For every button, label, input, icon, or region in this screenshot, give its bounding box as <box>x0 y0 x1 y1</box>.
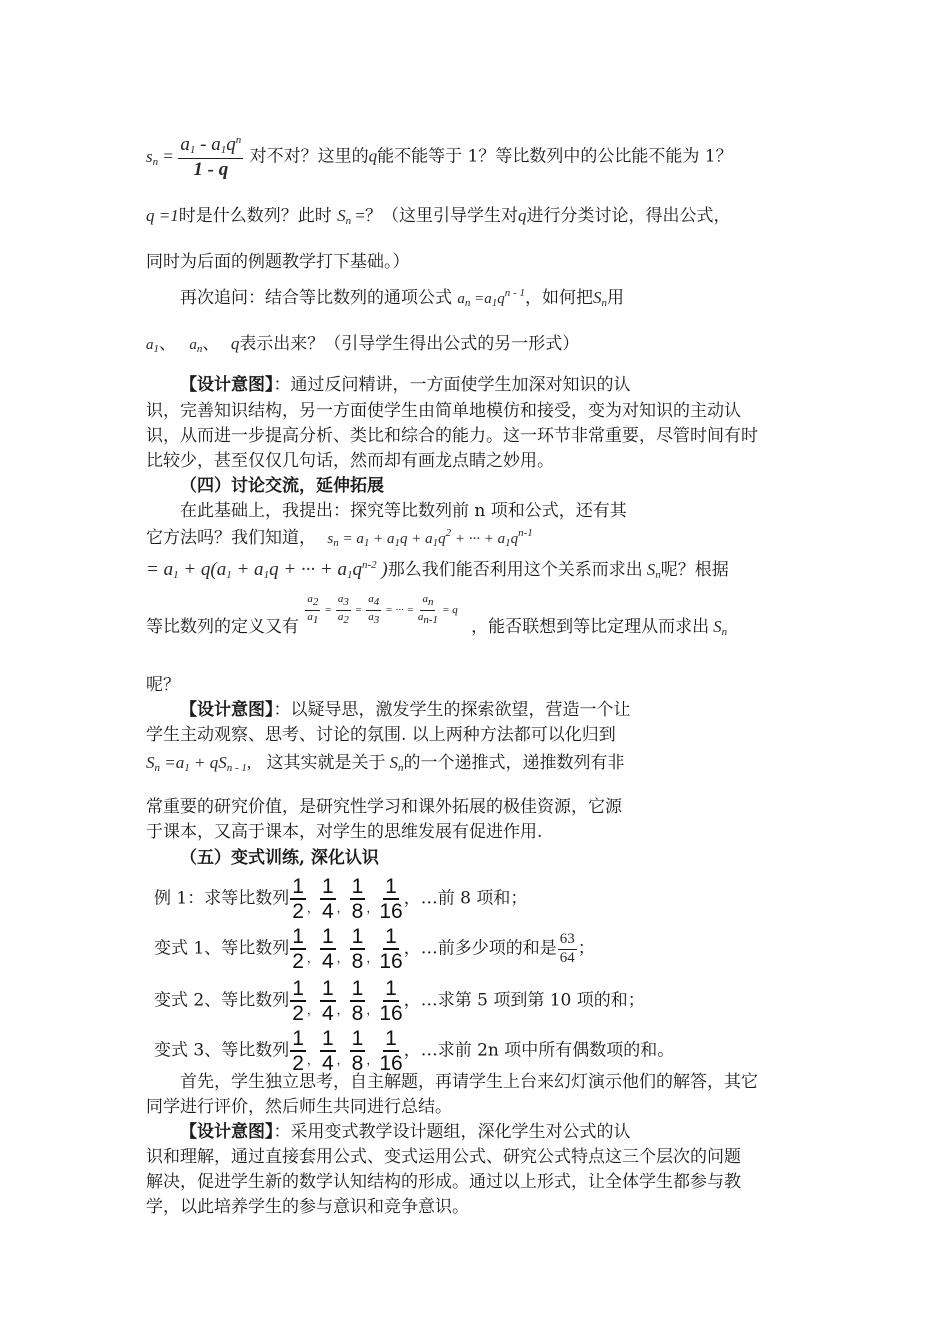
para1-text-a: 对不对？这里的 <box>249 146 369 167</box>
sequence-fractions <box>289 977 403 1025</box>
document-page: sn = $\frac{a1 - a1q^n}{1 - q}$ 对不对？这里的q能不能等于 1？等比数列中的公比能不能为 1？ q =1时是什么数列？此时 Sn =？（这里引导学生对q进行分类讨论，得出公式， 同时为后面的例题教学打下基础。） 再次追问：结合等比数列的通项公式 $a_n =a_1q^{n - 1}$，如何把Sn用 $a_1$、 $a_n$、 q表示出来？（引导学生得出公式的另一形式） 【设计意图】：通过反问精讲，一方面使学生加深对知识的认 识，完善知识结构，另一方面使学生由简单地模仿和接受，变为对知识的主动认 识，从而进一步提高分析、类比和综合的能力。这一环节非常重要，尽管时间有时 比较少，甚至仅仅几句话，然而却有画龙点睛之妙用。 （四）讨论交流，延伸拓展 在此基础上，我提出：探究等比数列前 n 项和公式，还有其 它方法吗？我们知道， $s_n = a_1 + a_1q + a_1q^2$ + ··· + $a_1q^{n-1}$ = a1 + q(a1 + a1q + ··· + $a1q^{n-2}$ )那么我们能否利用这个关系而求出 Sn呢？根据 等比数列的定义又有 $\frac{a2}{a1}$ = $\frac{a3}{a2}$ = $\frac{a4}{a3}$ = ··· = $\frac{an}{an-1}$ = q ，能否联想到等比定理从而求出 Sn 呢？ 【设计意图】：以疑导思，激发学生的探索欲望，营造一个让 学生主动观察、思考、讨论的氛围. 以上两种方法都可以化归到 Sn =a1 + qSn - 1, 这其实就是关于 Sn的一个递推式，递推数列有非 常重要的研究价值，是研究性学习和课外拓展的极佳资源，它源 于课本，又高于课本，对学生的思维发展有促进作用. （五）变式训练, 深化认识 例 1：求等比数列 $\frac{1}{2}$ $_,$ $\frac{1}{4}$ $_,$ $\frac{1}{8}$ $_,$ $\frac{1}{16}$ ，…前 8 项和； 变式 1、等比数列 $\frac{1}{2}$ $_,$ $\frac{1}{4}$ $_,$ $\frac{1}{8}$ $_,$ $\frac{1}{16}$ ，…前多少项的和是 $\frac{63}{64}$ ； 变式 2、等比数列 $\frac{1}{2}$ $_,$ $\frac{1}{4}$ $_,$ $\frac{1}{8}$ $_,$ $\frac{1}{16}$ ，…求第 5 项到第 10 项的和； 变式 3、等比数列 $\frac{1}{2}$ $_,$ $\frac{1}{4}$ $_,$ $\frac{1}{8}$ $_,$ $\frac{1}{16}$ ，…求前 2n 项中所有偶数项的和。 首先，学生独立思考，自主解题，再请学生上台来幻灯演示他们的解答，其它 同学进行评价，然后师生共同进行总结。 【设计意图】：采用变式教学设计题组，深化学生对公式的认 识和理解，通过直接套用公式、变式运用公式、研究公式特点这三个层次的问题 解决，促进学生新的数学认知结构的形成。通过以上形式，让全体学生都参与教 学，以此培养学生的参与意识和竞争意识。 <box>146 134 758 1217</box>
term-separator: ， <box>366 950 379 965</box>
sequence-term: $\frac{1}{8}$ <box>351 875 364 923</box>
term-separator: ， <box>336 1002 349 1017</box>
sequence-term: $\frac{1}{16}$ <box>379 977 403 1025</box>
design-intent-2: 【设计意图】：以疑导思，激发学生的探索欲望，营造一个让 <box>180 700 631 720</box>
sequence-term: $\frac{1}{16}$ <box>379 1027 403 1075</box>
target-fraction: $\frac{63}{64}$ <box>559 930 575 966</box>
sequence-term: $\frac{1}{2}$ <box>292 925 304 973</box>
para5-line: $a_1$、 $a_n$、 q表示出来？（引导学生得出公式的另一形式） <box>146 334 580 355</box>
term-separator: ， <box>306 1002 319 1017</box>
sequence-term: $\frac{1}{8}$ <box>351 1027 364 1075</box>
para2-line: q =1时是什么数列？此时 Sn =？（这里引导学生对q进行分类讨论，得出公式， <box>146 206 731 227</box>
sequence-term: $\frac{1}{4}$ <box>321 1027 334 1075</box>
recurrence-formula: Sn =a1 + qSn - 1 <box>146 753 247 774</box>
sum-expansion: $s_n = a_1 + a_1q + a_1q^2$ + ··· + $a_1q^{n-1}$ <box>327 527 533 549</box>
intent-label: 【设计意图】 <box>180 375 274 395</box>
formula-sn: sn <box>146 146 159 168</box>
para1-text-b: 能不能等于 1？等比数列中的公比能不能为 1？ <box>377 146 733 167</box>
sum-formula-fraction: $\frac{a1 - a1q^n}{1 - q}$ <box>180 134 242 180</box>
sequence-term: $\frac{1}{4}$ <box>321 925 334 973</box>
term-separator: ， <box>366 1052 379 1067</box>
exercise-variant-1: 变式 1、等比数列 $\frac{1}{2}$ $_,$ $\frac{1}{4}$ $_,$ $\frac{1}{8}$ $_,$ $\frac{1}{16}$ ，…前多少项的和是 $\frac{63}{64}$ ； <box>154 925 595 973</box>
section-heading-5: （五）变式训练, 深化认识 <box>180 848 379 868</box>
factored-sum: = a1 + q(a1 + a1q + ··· + $a1q^{n-2}$ ) <box>146 559 388 581</box>
para6-line4: 等比数列的定义又有 $\frac{a2}{a1}$ = $\frac{a3}{a2}$ = $\frac{a4}{a3}$ = ··· = $\frac{an}{an-1}$ = q ，能否联想到等比定理从而求出 Sn <box>146 593 728 638</box>
term-separator: ， <box>336 900 349 915</box>
design-intent-1: 【设计意图】：通过反问精讲，一方面使学生加深对知识的认 <box>180 375 631 395</box>
intent-label: 【设计意图】 <box>180 700 274 720</box>
term-separator: ， <box>306 1052 319 1067</box>
term-separator: ， <box>366 900 379 915</box>
design-intent-3: 【设计意图】：采用变式教学设计题组，深化学生对公式的认 <box>180 1122 631 1142</box>
exercise-variant-2: 变式 2、等比数列 $\frac{1}{2}$ $_,$ $\frac{1}{4}$ $_,$ $\frac{1}{8}$ $_,$ $\frac{1}{16}$ ，…求第 5 项到第 10 项的和； <box>154 977 645 1025</box>
general-term-formula: $a_n =a_1q^{n - 1}$ <box>457 287 525 309</box>
sequence-term: $\frac{1}{2}$ <box>292 875 304 923</box>
sequence-fractions <box>289 925 403 973</box>
term-separator: ， <box>366 1002 379 1017</box>
sequence-term: $\frac{1}{4}$ <box>321 875 334 923</box>
sequence-term: $\frac{1}{8}$ <box>351 977 364 1025</box>
intent-label: 【设计意图】 <box>180 1122 274 1142</box>
ratio-chain: $\frac{a2}{a1}$ = $\frac{a3}{a2}$ = $\frac{a4}{a3}$ = ··· = $\frac{an}{an-1}$ = q <box>307 593 458 626</box>
para2-text-b: ？（这里引导学生对 <box>364 206 518 226</box>
sequence-fractions <box>289 875 403 923</box>
intent2-line3: Sn =a1 + qSn - 1, 这其实就是关于 Sn的一个递推式，递推数列有非 <box>146 753 625 774</box>
term-separator: ， <box>336 1052 349 1067</box>
term-separator: ， <box>306 950 319 965</box>
sequence-term: $\frac{1}{16}$ <box>379 925 403 973</box>
exercise-example-1: 例 1：求等比数列 $\frac{1}{2}$ $_,$ $\frac{1}{4}$ $_,$ $\frac{1}{8}$ $_,$ $\frac{1}{16}$ ，…前 8 项和； <box>154 875 528 923</box>
para4-line: 再次追问：结合等比数列的通项公式 $a_n =a_1q^{n - 1}$，如何把Sn用 <box>180 287 624 309</box>
sequence-term: $\frac{1}{8}$ <box>351 925 364 973</box>
term-separator: ， <box>336 950 349 965</box>
para2-text-c: 进行分类讨论，得出公式， <box>526 206 731 226</box>
para6-line3: = a1 + q(a1 + a1q + ··· + $a1q^{n-2}$ )那么我们能否利用这个关系而求出 Sn呢？根据 <box>146 559 729 581</box>
section-heading-4: （四）讨论交流，延伸拓展 <box>180 476 384 496</box>
term-separator: ， <box>306 900 319 915</box>
var-q: q <box>368 146 378 166</box>
exercise-variant-3: 变式 3、等比数列 $\frac{1}{2}$ $_,$ $\frac{1}{4}$ $_,$ $\frac{1}{8}$ $_,$ $\frac{1}{16}$ ，…求前 2n 项中所有偶数项的和。 <box>154 1027 675 1075</box>
var-s: Sn <box>337 206 352 227</box>
para3-line: 同时为后面的例题教学打下基础。） <box>146 252 410 272</box>
para6-line2: 它方法吗？我们知道， $s_n = a_1 + a_1q + a_1q^2$ + ··· + $a_1q^{n-1}$ <box>146 527 533 549</box>
sequence-fractions <box>289 1027 403 1075</box>
sequence-term: $\frac{1}{4}$ <box>321 977 334 1025</box>
q-equals-1: q =1 <box>146 206 179 225</box>
para2-text-a: 时是什么数列？此时 <box>178 206 332 226</box>
sequence-term: $\frac{1}{16}$ <box>379 875 403 923</box>
sum-formula-line: sn = $\frac{a1 - a1q^n}{1 - q}$ 对不对？这里的q能不能等于 1？等比数列中的公比能不能为 1？ <box>146 134 733 180</box>
sequence-term: $\frac{1}{2}$ <box>292 1027 304 1075</box>
sequence-term: $\frac{1}{2}$ <box>292 977 304 1025</box>
